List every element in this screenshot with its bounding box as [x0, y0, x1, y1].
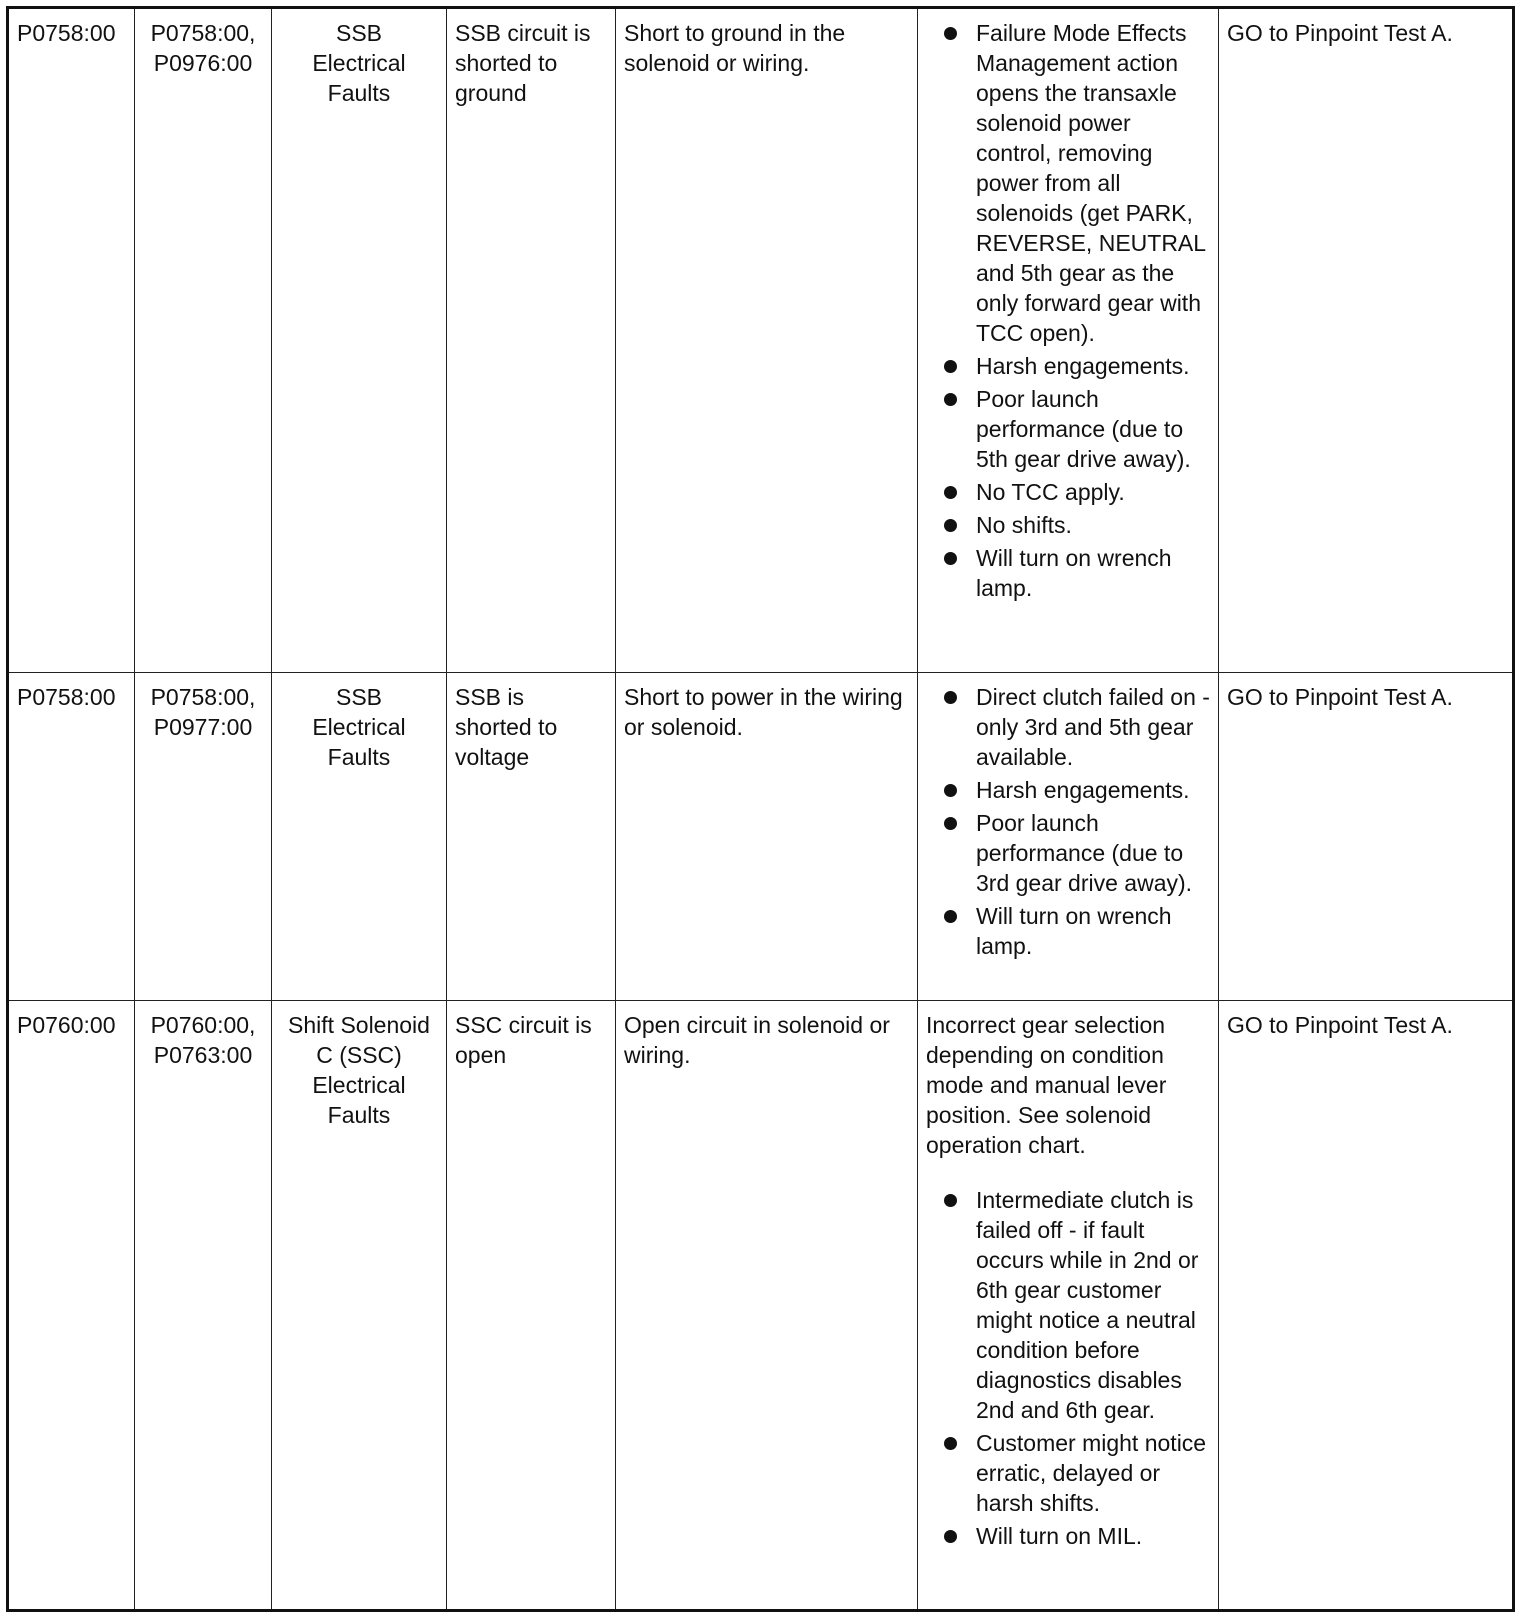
symptom-item — [926, 901, 1210, 961]
action-cell — [1219, 1001, 1514, 1611]
description-line: Faults — [327, 1102, 391, 1128]
description-line: Electrical — [312, 1072, 406, 1098]
symptom-item — [926, 1428, 1210, 1518]
symptoms-cell — [918, 8, 1219, 673]
dtc-table — [6, 6, 1515, 1612]
condition-cell — [447, 673, 616, 1001]
symptom-text: No shifts. — [976, 512, 1072, 538]
symptom-list — [926, 682, 1210, 961]
symptom-item — [926, 682, 1210, 772]
action-cell — [1219, 8, 1514, 673]
symptom-item — [926, 543, 1210, 603]
document-page — [6, 6, 1512, 1614]
bullet-icon — [944, 691, 957, 704]
related-code: P0763:00 — [153, 1042, 253, 1068]
possible-causes-text: Open circuit in solenoid or wiring. — [624, 1012, 890, 1068]
symptom-item — [926, 775, 1210, 805]
bullet-icon — [944, 817, 957, 830]
action-text: GO to Pinpoint Test A. — [1227, 1012, 1453, 1038]
bullet-icon — [944, 910, 957, 923]
action-text: GO to Pinpoint Test A. — [1227, 684, 1453, 710]
description-line: SSB — [335, 20, 383, 46]
symptom-item — [926, 384, 1210, 474]
description-cell — [272, 673, 447, 1001]
related-codes-cell — [135, 1001, 272, 1611]
bullet-icon — [944, 393, 957, 406]
possible-causes-cell — [616, 673, 918, 1001]
possible-causes-cell — [616, 8, 918, 673]
symptom-list — [926, 1185, 1210, 1551]
symptom-item — [926, 351, 1210, 381]
possible-causes-cell — [616, 1001, 918, 1611]
symptom-list — [926, 18, 1210, 603]
table-row — [8, 673, 1514, 1001]
description-cell — [272, 1001, 447, 1611]
bullet-icon — [944, 1194, 957, 1207]
condition-text: SSB circuit is shorted to ground — [455, 20, 591, 106]
bullet-icon — [944, 27, 957, 40]
related-codes-cell — [135, 673, 272, 1001]
dtc-code: P0758:00 — [17, 20, 116, 46]
table-row — [8, 8, 1514, 673]
table-row — [8, 1001, 1514, 1611]
dtc-cell — [8, 673, 135, 1001]
symptom-item — [926, 1185, 1210, 1425]
bullet-icon — [944, 784, 957, 797]
symptom-text: Will turn on wrench lamp. — [976, 903, 1172, 959]
condition-cell — [447, 1001, 616, 1611]
description-line: Faults — [327, 744, 391, 770]
description-line: Electrical — [312, 50, 406, 76]
action-text: GO to Pinpoint Test A. — [1227, 20, 1453, 46]
bullet-icon — [944, 519, 957, 532]
description-line: Electrical — [312, 714, 406, 740]
symptom-text: Will turn on wrench lamp. — [976, 545, 1172, 601]
description-cell — [272, 8, 447, 673]
dtc-code: P0760:00 — [17, 1012, 116, 1038]
symptom-item — [926, 477, 1210, 507]
related-code: P0977:00 — [153, 714, 253, 740]
related-code: P0760:00, — [150, 1012, 256, 1038]
bullet-icon — [944, 552, 957, 565]
possible-causes-text: Short to power in the wiring or solenoid. — [624, 684, 903, 740]
symptom-text: Failure Mode Effects Management action opens the transaxle solenoid power control, removing power from all solenoids (get PARK, REVERSE, NEUTRAL and 5th gear as the only forward gear with TCC open). — [976, 20, 1206, 346]
symptom-text: Will turn on MIL. — [976, 1523, 1143, 1549]
symptoms-cell — [918, 1001, 1219, 1611]
bullet-icon — [944, 1530, 957, 1543]
table-body — [8, 8, 1514, 1611]
bullet-icon — [944, 1437, 957, 1450]
symptom-text: Direct clutch failed on - only 3rd and 5th gear available. — [976, 684, 1210, 770]
description-line: Faults — [327, 80, 391, 106]
dtc-code: P0758:00 — [17, 684, 116, 710]
symptom-text: Poor launch performance (due to 3rd gear drive away). — [976, 810, 1193, 896]
description-line: SSB — [335, 684, 383, 710]
symptom-item — [926, 808, 1210, 898]
description-line: C (SSC) — [316, 1042, 402, 1068]
condition-text: SSB is shorted to voltage — [455, 684, 558, 770]
symptom-text: No TCC apply. — [976, 479, 1125, 505]
symptom-item — [926, 18, 1210, 348]
dtc-cell — [8, 8, 135, 673]
bullet-icon — [944, 486, 957, 499]
related-code: P0758:00, — [150, 20, 256, 46]
related-codes-cell — [135, 8, 272, 673]
symptom-text: Harsh engagements. — [976, 777, 1190, 803]
condition-cell — [447, 8, 616, 673]
bullet-icon — [944, 360, 957, 373]
symptom-text: Poor launch performance (due to 5th gear drive away). — [976, 386, 1191, 472]
related-code: P0976:00 — [153, 50, 253, 76]
condition-text: SSC circuit is open — [455, 1012, 592, 1068]
dtc-cell — [8, 1001, 135, 1611]
possible-causes-text: Short to ground in the solenoid or wiring. — [624, 20, 846, 76]
related-code: P0758:00, — [150, 684, 256, 710]
symptom-item — [926, 1521, 1210, 1551]
symptom-text: Customer might notice erratic, delayed or harsh shifts. — [976, 1430, 1207, 1516]
action-cell — [1219, 673, 1514, 1001]
description-line: Shift Solenoid — [288, 1012, 430, 1038]
symptom-text: Intermediate clutch is failed off - if fault occurs while in 2nd or 6th gear customer might notice a neutral condition before diagnostics disables 2nd and 6th gear. — [976, 1187, 1199, 1423]
symptom-text: Harsh engagements. — [976, 353, 1190, 379]
symptom-item — [926, 510, 1210, 540]
symptoms-cell — [918, 673, 1219, 1001]
symptoms-intro: Incorrect gear selection depending on condition mode and manual lever position. See solenoid operation chart. — [926, 1012, 1167, 1158]
